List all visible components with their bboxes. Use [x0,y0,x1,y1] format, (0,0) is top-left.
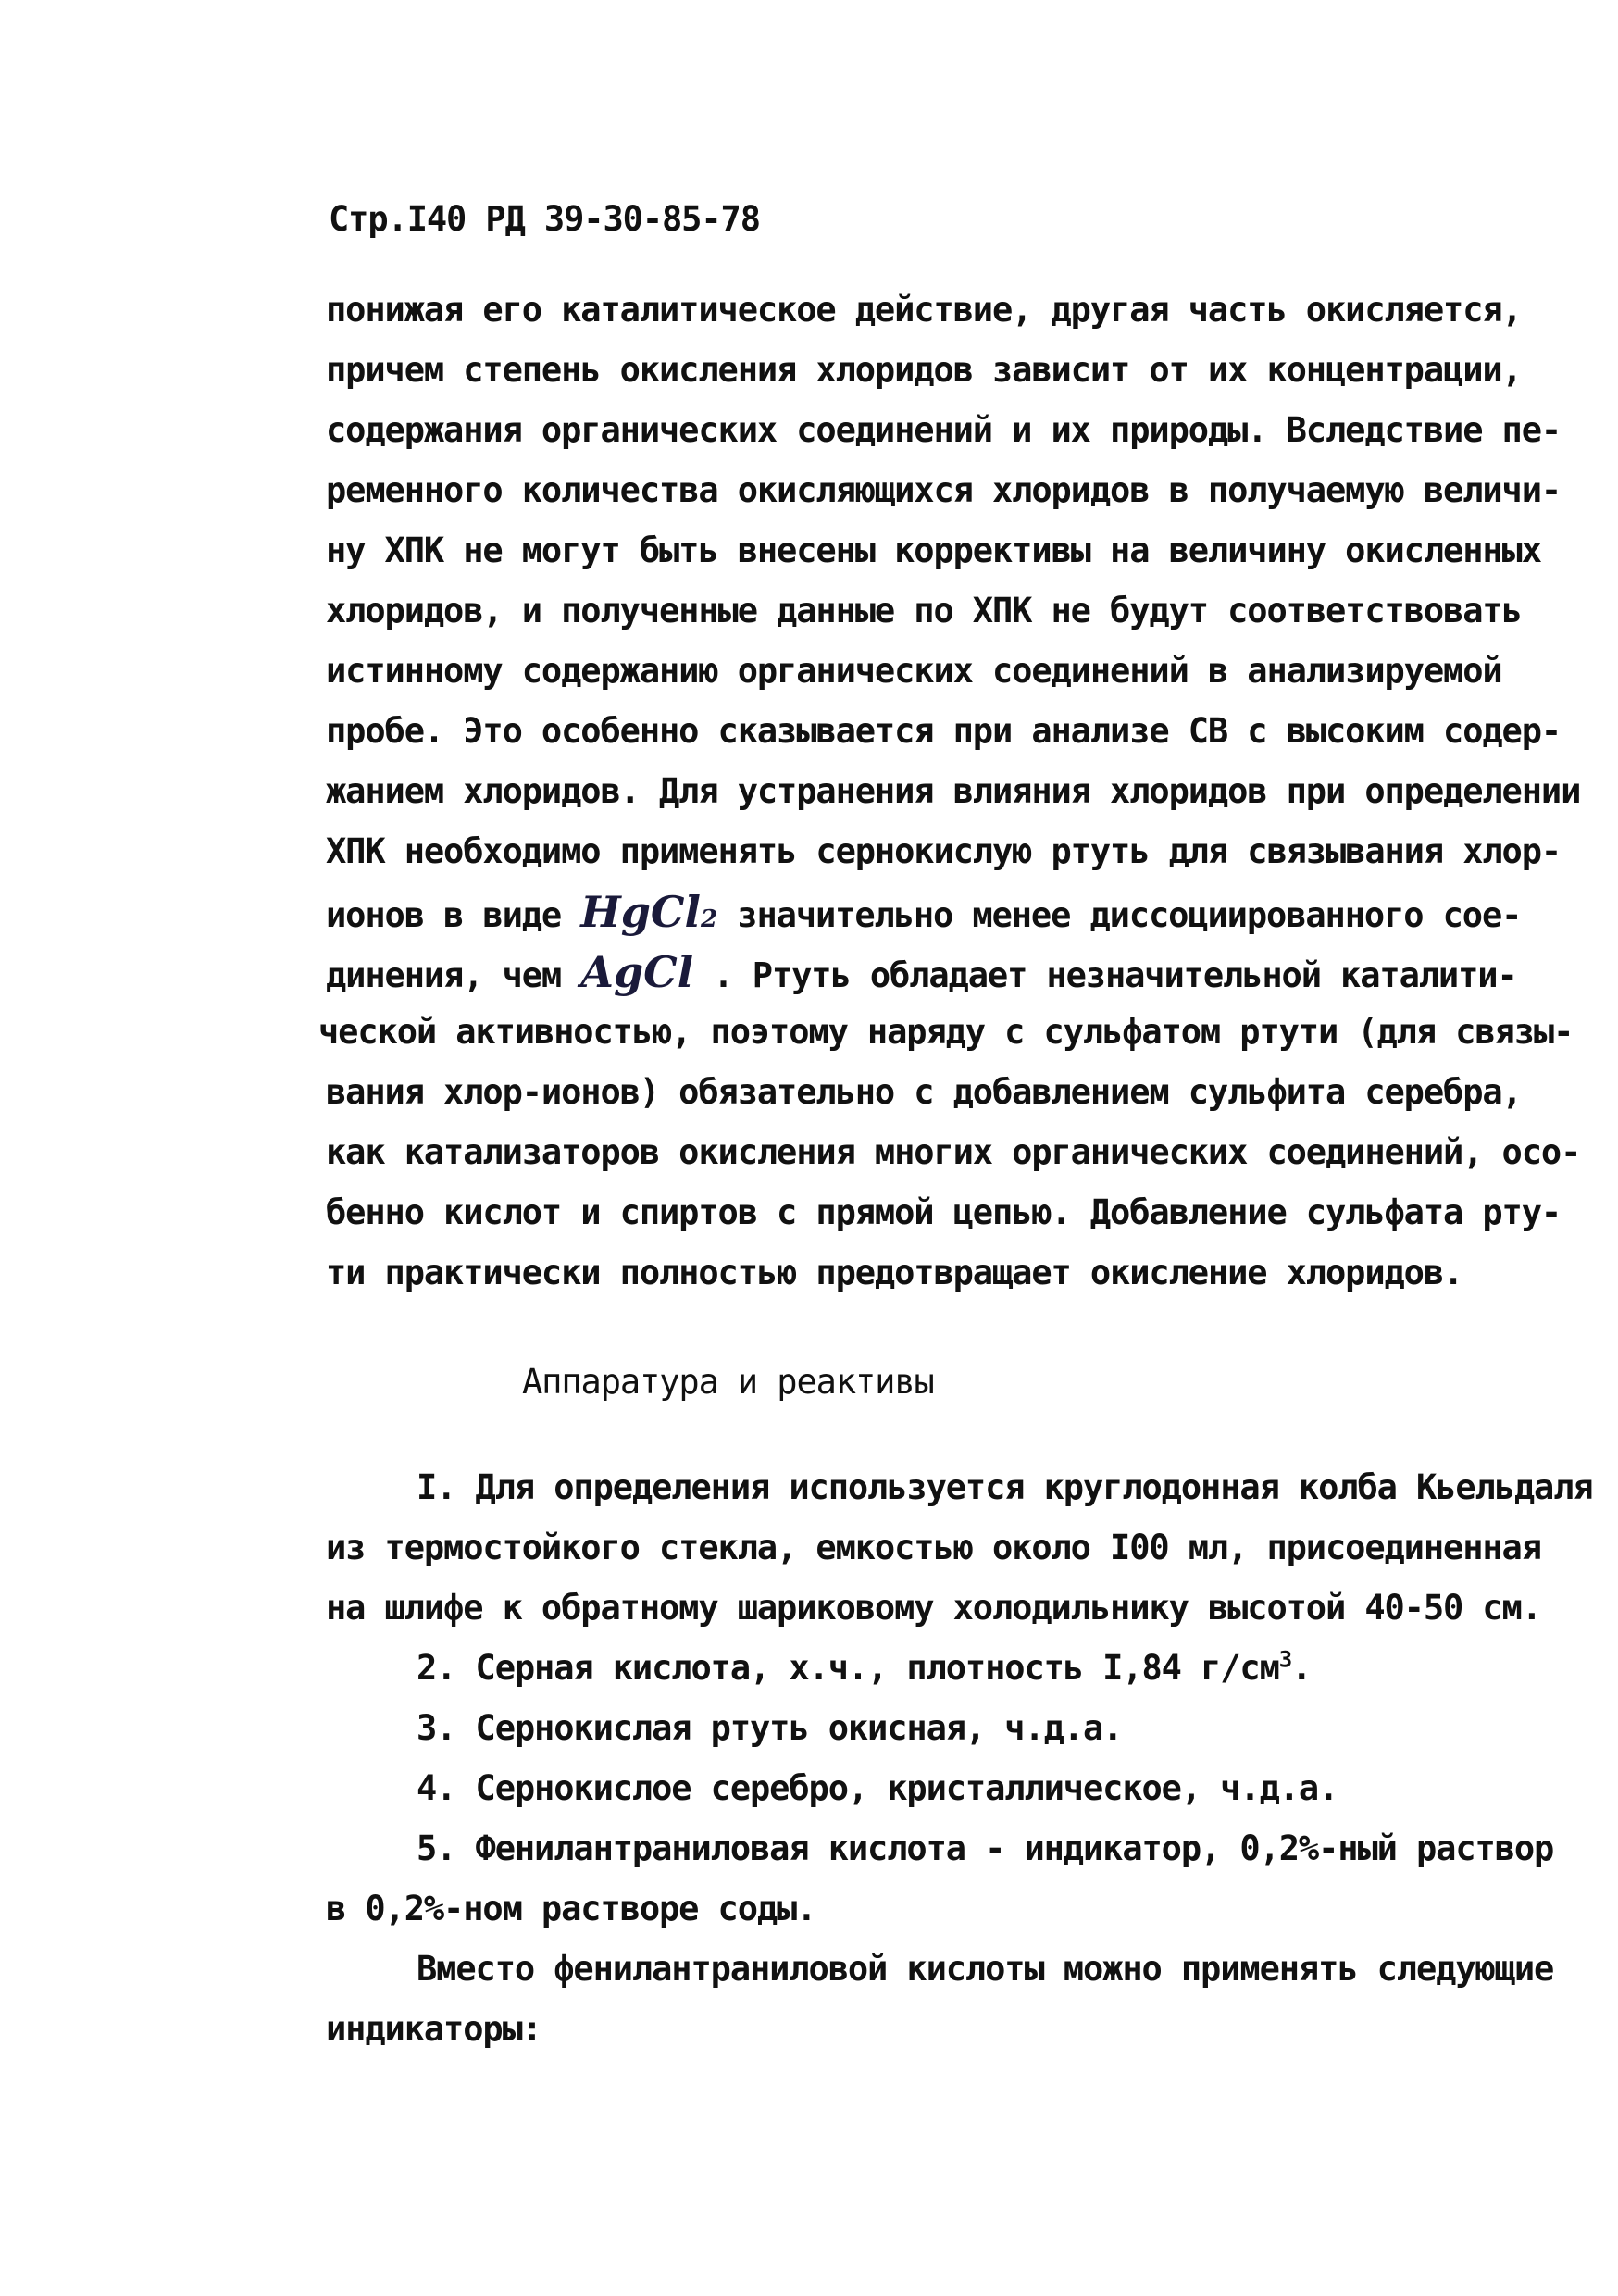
handwritten-formula-agcl: AgCl [580,947,694,997]
list-item-3: 3. Сернокислая ртуть окисная, ч.д.а. [417,1708,1123,1748]
list-item-5-line: 5. Фенилантраниловая кислота - индикатор, 0,2%-ный раствор [417,1828,1554,1868]
text-line-agcl [326,947,1517,997]
list-item-5-line: в 0,2%-ном растворе соды. [326,1889,816,1928]
text-fragment: значительно менее диссоциированного сое- [717,895,1522,935]
text-line: истинному содержанию органических соединений в анализируемой [326,651,1502,691]
closing-line: Вместо фенилантраниловой кислоты можно применять следующие [417,1949,1554,1989]
list-item-2: 2. Серная кислота, х.ч., плотность I,84 $г/см^3$. [417,1646,1312,1688]
list-item-1-line: I. Для определения используется круглодонная колба Кьельдаля [417,1467,1593,1507]
text-line: жанием хлоридов. Для устранения влияния хлоридов при определении [326,771,1581,811]
handwritten-formula-hgcl2: HgCl2 [580,887,718,937]
list-item-1-line: из термостойкого стекла, емкостью около I00 мл, присоединенная [326,1528,1541,1567]
page-header: Стр.I40 РД 39-30-85-78 [329,199,760,239]
text-line: содержания органических соединений и их природы. Вследствие пе- [326,410,1562,450]
superscript: 3 [1278,1646,1292,1673]
text-line: хлоридов, и полученные данные по ХПК не будут соответствовать [326,591,1522,630]
text-line: ХПК необходимо применять сернокислую ртуть для связывания хлор- [326,831,1562,871]
text-line: ну ХПК не могут быть внесены коррективы на величину окисленных [326,530,1541,570]
text-line: как катализаторов окисления многих органических соединений, осо- [326,1132,1581,1172]
section-title: Аппаратура и реактивы [522,1362,934,1402]
text-line: причем степень окисления хлоридов зависит от их концентрации, [326,350,1522,390]
text-fragment: динения, чем [326,955,581,995]
list-item-1-line: на шлифе к обратному шариковому холодильнику высотой 40-50 см. [326,1588,1541,1628]
text-fragment: . Ртуть обладает незначительной каталити- [693,955,1517,995]
text-line: ти практически полностью предотвращает окисление хлоридов. [326,1253,1463,1292]
text-line: вания хлор-ионов) обязательно с добавлением сульфита серебра, [326,1072,1522,1112]
text-fragment: ионов в виде [326,895,581,935]
text-line-hgcl [326,887,1522,940]
text-line: ременного количества окисляющихся хлоридов в получаемую величи- [326,470,1562,510]
text-line: понижая его каталитическое действие, другая часть окисляется, [326,290,1522,330]
text-line: ческой активностью, поэтому наряду с сульфатом ртути (для связы- [318,1012,1574,1052]
text-line: пробе. Это особенно сказывается при анализе СВ с высоким содер- [326,711,1562,751]
closing-line: индикаторы: [326,2009,541,2049]
text-line: бенно кислот и спиртов с прямой цепью. Добавление сульфата рту- [326,1192,1562,1232]
list-item-4: 4. Сернокислое серебро, кристаллическое, ч.д.а. [417,1768,1338,1808]
